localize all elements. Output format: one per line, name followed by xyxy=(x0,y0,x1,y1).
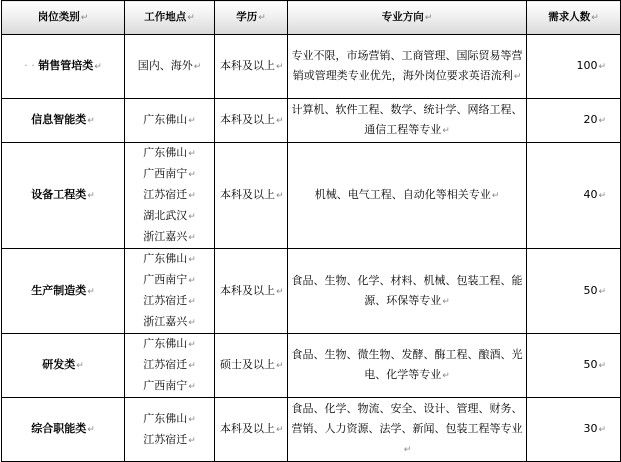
location-cell: 广东佛山↵ 江苏宿迁↵ 广西南宁↵ xyxy=(125,334,215,398)
location-cell: 广东佛山↵ 广西南宁↵ 江苏宿迁↵ 浙江嘉兴↵ xyxy=(125,249,215,334)
education-cell: 本科及以上↵ xyxy=(215,99,288,143)
major-cell: 食品、生物、微生物、发酵、酶工程、酿酒、光电、化学等专业↵ xyxy=(288,334,527,398)
education-cell: 本科及以上↵ xyxy=(215,249,288,334)
count-cell: 40↵ xyxy=(527,143,621,249)
category-cell: · · 销售管培类↵ xyxy=(2,35,125,99)
header-count: 需求人数↵ xyxy=(527,1,621,35)
major-cell: 机械、电气工程、自动化等相关专业↵ xyxy=(288,143,527,249)
table-row xyxy=(2,334,621,398)
count-cell: 50↵ xyxy=(527,334,621,398)
major-cell: 食品、生物、化学、材料、机械、包装工程、能源、环保等专业↵ xyxy=(288,249,527,334)
education-cell: 本科及以上↵ xyxy=(215,143,288,249)
table-header-row xyxy=(2,1,621,35)
category-cell: 综合职能类↵ xyxy=(2,398,125,462)
header-education: 学历↵ xyxy=(215,1,288,35)
category-cell: 研发类↵ xyxy=(2,334,125,398)
count-cell: 50↵ xyxy=(527,249,621,334)
major-cell: 计算机、软件工程、数学、统计学、网络工程、通信工程等专业↵ xyxy=(288,99,527,143)
count-cell: 30↵ xyxy=(527,398,621,462)
count-cell: 100↵ xyxy=(527,35,621,99)
education-cell: 本科及以上↵ xyxy=(215,35,288,99)
category-cell: 信息智能类↵ xyxy=(2,99,125,143)
header-location: 工作地点↵ xyxy=(125,1,215,35)
education-cell: 本科及以上↵ xyxy=(215,398,288,462)
header-category: 岗位类别↵ xyxy=(2,1,125,35)
location-cell: 广东佛山↵ xyxy=(125,99,215,143)
location-cell: 广东佛山↵ 广西南宁↵ 江苏宿迁↵ 湖北武汉↵ 浙江嘉兴↵ xyxy=(125,143,215,249)
education-cell: 硕士及以上↵ xyxy=(215,334,288,398)
table-row xyxy=(2,398,621,462)
category-cell: 生产制造类↵ xyxy=(2,249,125,334)
table-row xyxy=(2,143,621,249)
major-cell: 专业不限，市场营销、工商管理、国际贸易等营销或管理类专业优先，海外岗位要求英语流利↵ xyxy=(288,35,527,99)
category-cell: 设备工程类↵ xyxy=(2,143,125,249)
header-major: 专业方向↵ xyxy=(288,1,527,35)
table-row xyxy=(2,35,621,99)
location-cell: 广东佛山↵ 江苏宿迁↵ xyxy=(125,398,215,462)
table-row xyxy=(2,99,621,143)
recruitment-table xyxy=(1,0,621,462)
table-row xyxy=(2,249,621,334)
major-cell: 食品、化学、物流、安全、设计、管理、财务、营销、人力资源、法学、新闻、包装工程等专业↵ xyxy=(288,398,527,462)
location-cell: 国内、海外↵ xyxy=(125,35,215,99)
count-cell: 20↵ xyxy=(527,99,621,143)
